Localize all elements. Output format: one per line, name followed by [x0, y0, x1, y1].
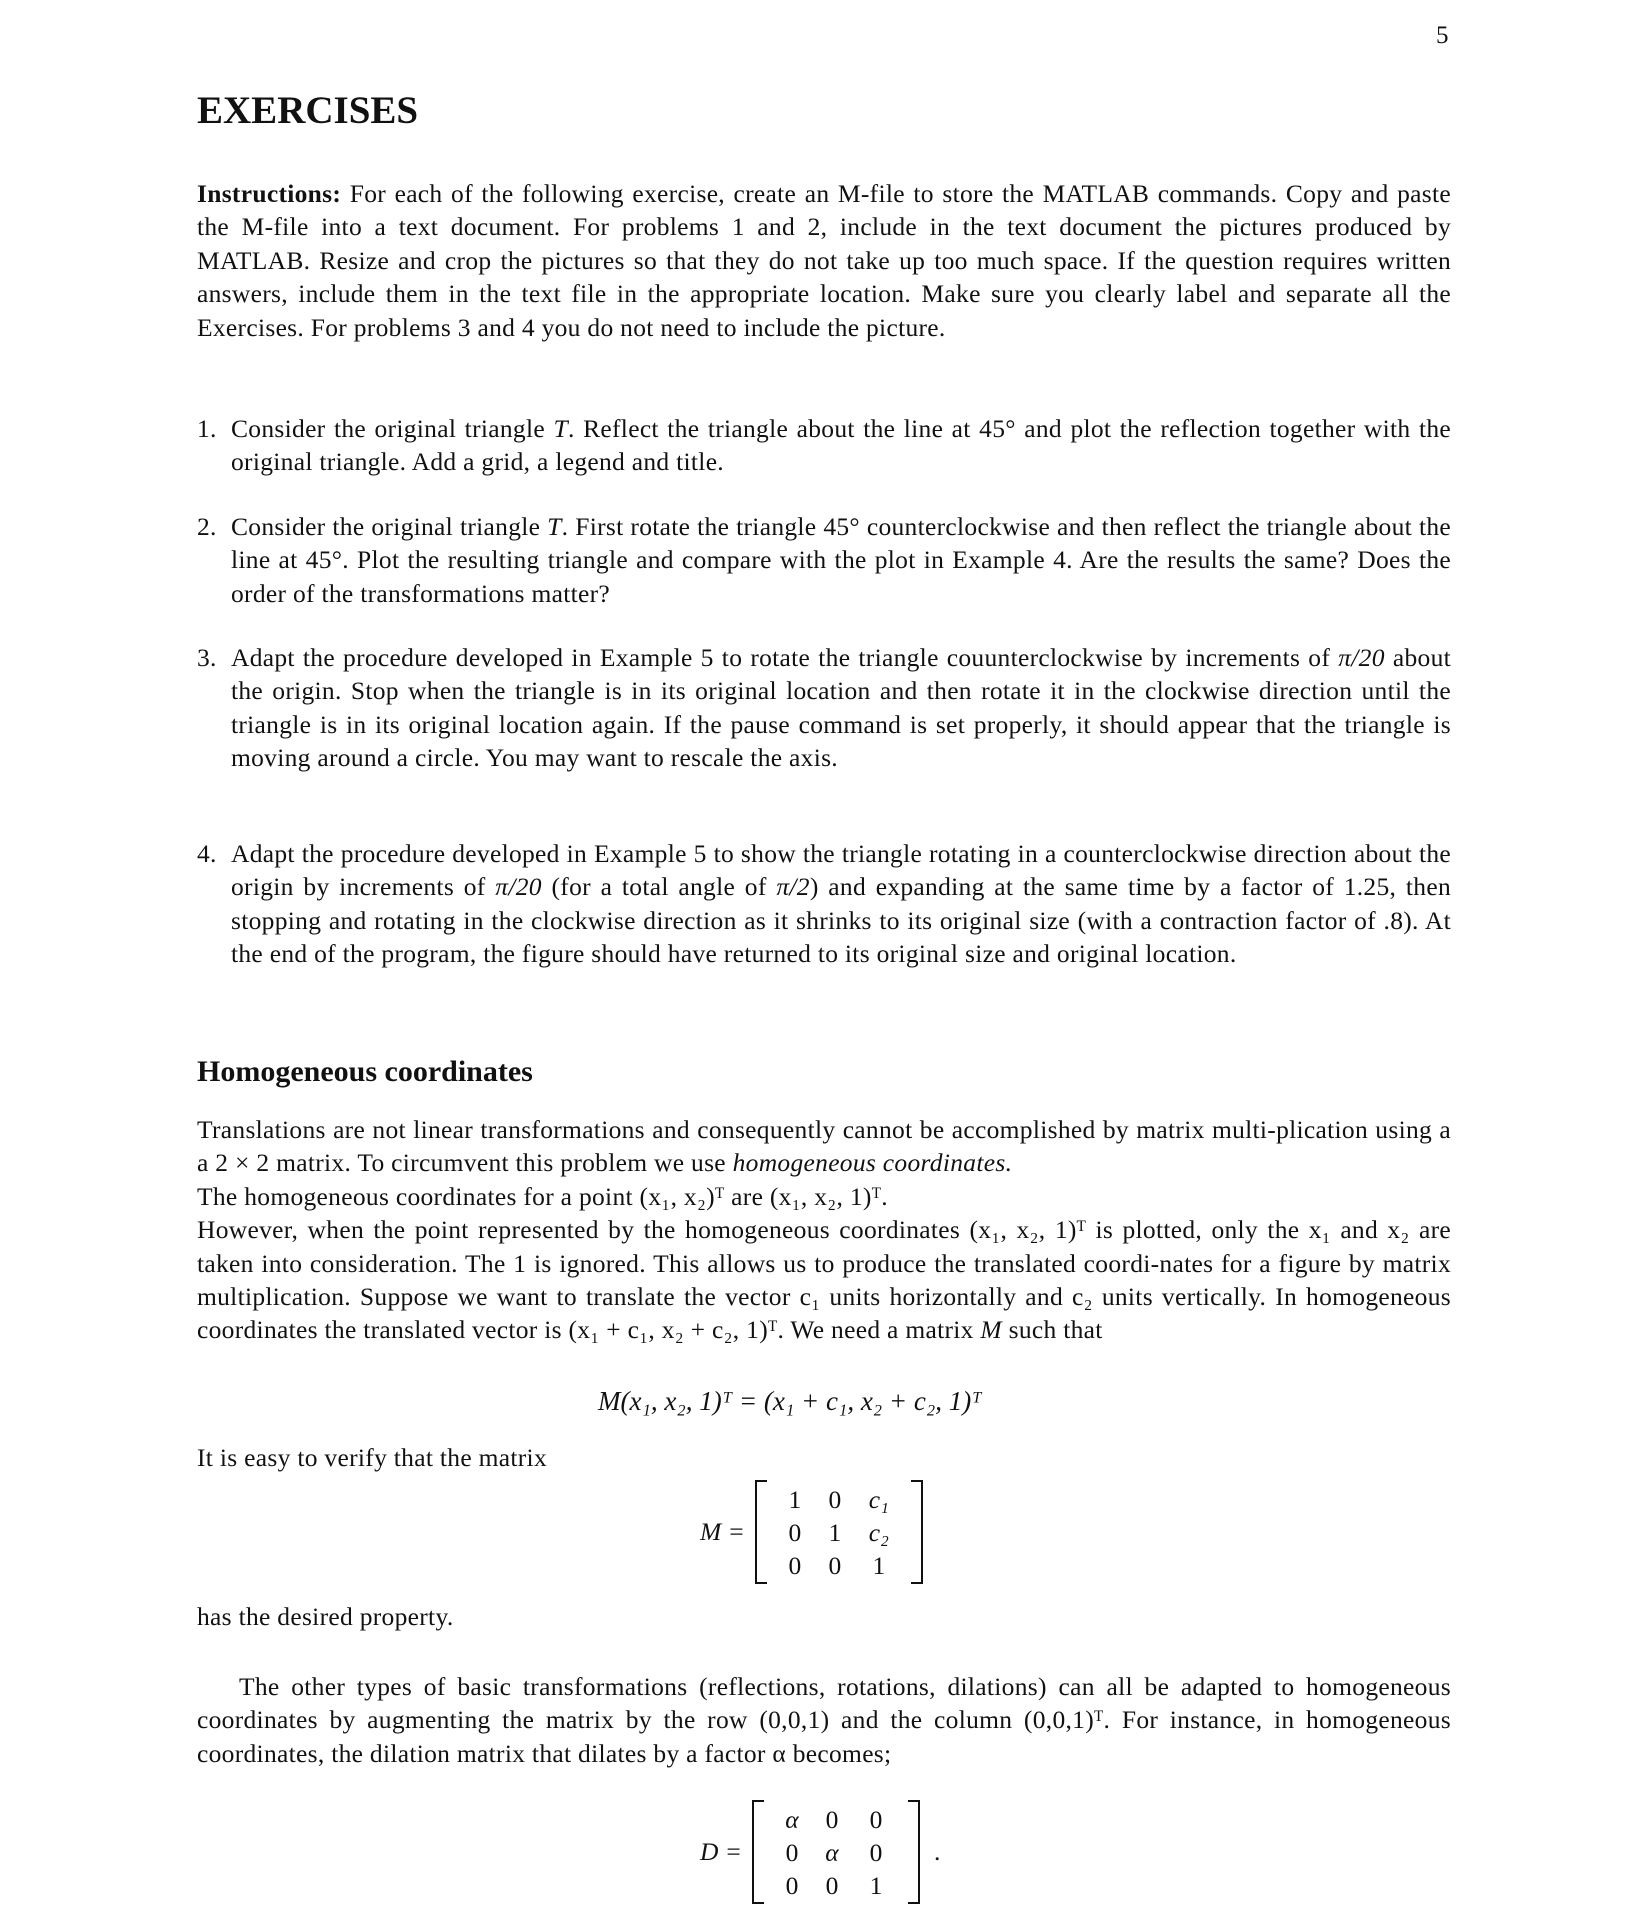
exercise-1	[197, 412, 1451, 479]
verify-text: It is easy to verify that the matrix	[197, 1443, 547, 1472]
matrix-cell: 0	[825, 1870, 839, 1900]
matrix-cell: 0	[828, 1550, 842, 1580]
text-segment: Consider the original triangle	[231, 414, 554, 443]
matrix-cell: 0	[785, 1837, 799, 1867]
matrix-cell: 1	[828, 1517, 842, 1547]
matrix-cell: α	[825, 1837, 839, 1867]
text-segment: Adapt the procedure developed in Example 5 to show the triangle rotating in a counterclockwise direction about the origin by increments of	[231, 839, 1451, 902]
matrix-cell: 0	[785, 1870, 799, 1900]
text-segment: homogeneous coordinates.	[732, 1148, 1013, 1178]
matrix-m-cells	[775, 1483, 903, 1582]
exercise-4	[197, 837, 1451, 971]
text-segment: However, when the point represented by the homogeneous coordinates (x₁, x₂, 1)ᵀ is plotted, only the x₁ and x₂ are taken into consideration. The 1 is ignored. This allows us to produce the translated coordi-nates for a figure by matrix multiplication. Suppose we want to translate the vector c₁ units horizontally and c₂ units vertically. In homogeneous coordinates the translated vector is (x₁ + c₁, x₂ + c₂, 1)ᵀ. We need a matrix	[197, 1215, 1451, 1345]
text-segment: T	[547, 512, 562, 541]
matrix-cell: 0	[788, 1517, 802, 1547]
text-segment: ) and expanding at the same time by a factor of 1.25, then stopping and rotating in the clockwise direction as it shrinks to its original size (with a contraction factor of .8). At the end of the program, the figure should have returned to its original size and original location.	[231, 872, 1451, 969]
matrix-d	[700, 1800, 940, 1904]
text-segment: π/20	[495, 872, 542, 902]
exercise-2	[197, 510, 1451, 610]
matrix-cell: 0	[828, 1484, 842, 1514]
text-segment: such that	[1001, 1315, 1103, 1345]
right-bracket	[911, 1480, 923, 1584]
matrix-cell: 0	[825, 1804, 839, 1834]
text-segment: Adapt the procedure developed in Example 5 to rotate the triangle couunterclockwise by increments of	[231, 643, 1339, 672]
left-bracket	[755, 1480, 767, 1584]
section-heading: Homogeneous coordinates	[197, 1055, 533, 1088]
matrix-cell: 1	[872, 1550, 886, 1580]
text-segment: π/2	[776, 872, 810, 902]
matrix-cell: 1	[869, 1870, 883, 1900]
text-segment: about the origin. Stop when the triangle is in its original location and then rotate it in the clockwise direction until the triangle is in its original location again. If the pause command is set properly, it should appear that the triangle is moving around a circle. You may want to rescale the axis.	[231, 643, 1452, 773]
text-segment: π/20	[1338, 643, 1385, 672]
right-bracket	[908, 1800, 920, 1904]
text-segment: For each of the following exercise, create an M-file to store the MATLAB commands. Copy and paste the M-file into a text document. For problems 1 and 2, include in the text document the pictures produced by MATLAB. Resize and crop the pictures so that they do not take up too much space. If the question requires written answers, include them in the text file in the appropriate location. Make sure you clearly label and separate all the Exercises. For problems 3 and 4 you do not need to include the picture.	[197, 179, 1451, 342]
homogeneous-paragraph	[197, 1113, 1451, 1347]
matrix-cell: c₁	[868, 1484, 889, 1514]
matrix-d-label: D =	[700, 1837, 742, 1866]
text-segment: . Reflect the triangle about the line at 45° and plot the reflection together with the original triangle. Add a grid, a legend and title.	[231, 414, 1451, 477]
matrix-m	[700, 1480, 923, 1584]
text-segment: . First rotate the triangle 45° counterclockwise and then reflect the triangle about the line at 45°. Plot the resulting triangle and compare with the plot in Example 4. Are the results the same? Does the order of the transformations matter?	[231, 512, 1451, 608]
text-segment: M	[980, 1315, 1002, 1345]
text-segment: Translations are not linear transformations and consequently cannot be accomplished by matrix multi-plication using a a 2 × 2 matrix. To circumvent this problem we use	[197, 1115, 1451, 1178]
matrix-cell: 1	[788, 1484, 802, 1514]
text-segment: Instructions:	[197, 179, 342, 208]
text-segment: T	[553, 414, 568, 443]
matrix-m-label: M =	[700, 1517, 745, 1546]
text-segment: Consider the original triangle	[231, 512, 548, 541]
other-transformations-paragraph: The other types of basic transformations (reflections, rotations, dilations) can all be adapted to homogeneous coordinates by augmenting the matrix by the row (0,0,1) and the column (0,0,1)ᵀ. For instance, in homogeneous coordinates, the dilation matrix that dilates by a factor α becomes;	[197, 1672, 1451, 1768]
left-bracket	[752, 1800, 764, 1904]
exercise-number: 3.	[197, 643, 217, 672]
text-segment: The homogeneous coordinates for a point (x₁, x₂)ᵀ are (x₁, x₂, 1)ᵀ.	[197, 1181, 888, 1211]
page-title: EXERCISES	[197, 89, 419, 132]
matrix-d-period: .	[934, 1837, 941, 1866]
matrix-cell: 0	[788, 1550, 802, 1580]
exercise-number: 1.	[197, 414, 217, 443]
instructions-paragraph	[197, 177, 1451, 344]
page-number: 5	[1436, 22, 1449, 49]
matrix-cell: 0	[869, 1837, 883, 1867]
matrix-cell: c₂	[868, 1517, 889, 1547]
display-equation: M(x₁, x₂, 1)ᵀ = (x₁ + c₁, x₂ + c₂, 1)ᵀ	[598, 1386, 982, 1416]
exercise-number: 4.	[197, 839, 217, 868]
matrix-cell: 0	[869, 1804, 883, 1834]
text-segment: (for a total angle of	[541, 872, 777, 902]
exercise-number: 2.	[197, 512, 217, 541]
matrix-d-cells	[772, 1803, 900, 1902]
matrix-cell: α	[785, 1804, 799, 1834]
desired-text: has the desired property.	[197, 1602, 454, 1631]
exercise-3	[197, 641, 1452, 775]
